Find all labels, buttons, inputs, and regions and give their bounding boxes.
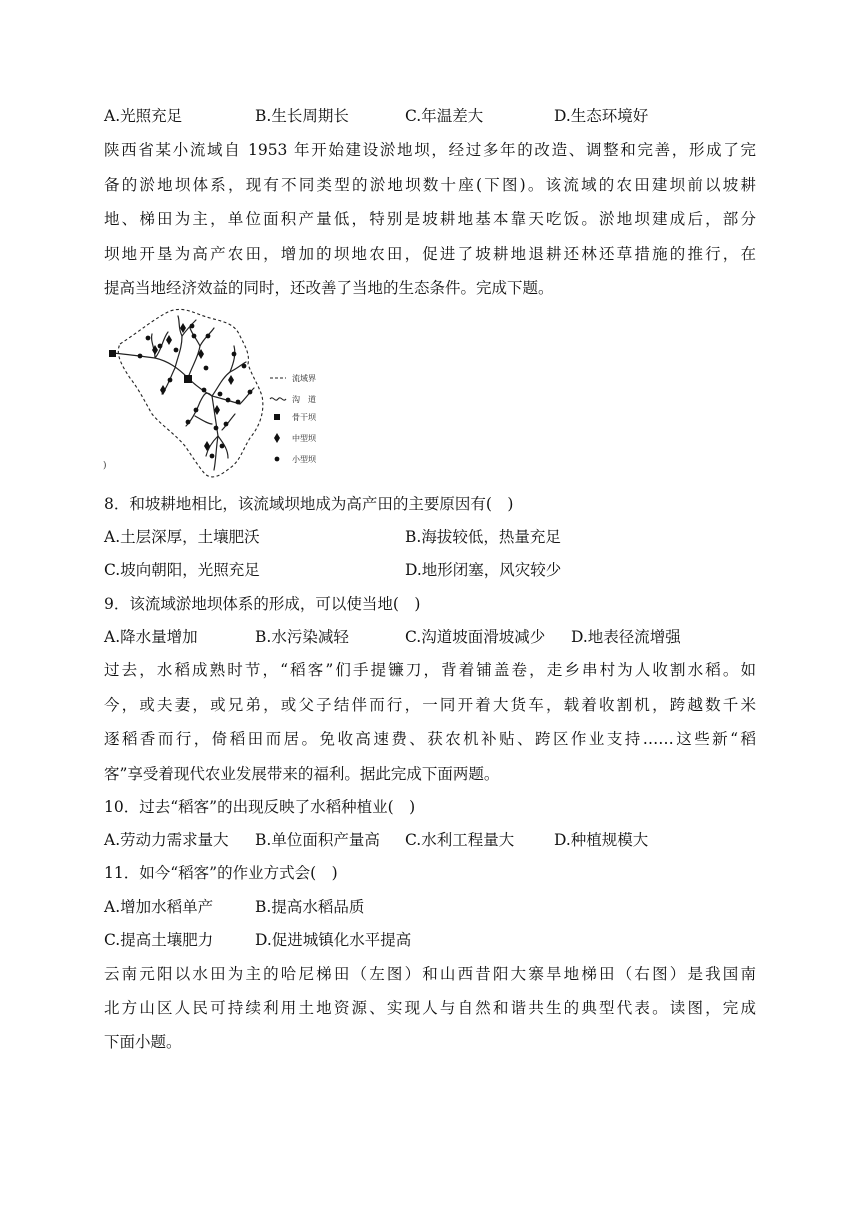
q9-option-b: B.水污染减轻 (255, 628, 349, 646)
q11-option-d: D.促进城镇化水平提高 (255, 931, 412, 949)
map-legend (270, 373, 317, 464)
q8-option-a: A.土层深厚，土壤肥沃 (104, 528, 260, 546)
q10-option-d: D.种植规模大 (554, 831, 649, 849)
passage1-line: 提高当地经济效益的同时，还改善了当地的生态条件。完成下题。 (104, 279, 554, 297)
q7-option-d: D.生态环境好 (554, 107, 649, 125)
passage2-line: 过去，水稻成熟时节，“稻客”们手提镰刀，背着铺盖卷，走乡串村为人收割水稻。如 (104, 661, 756, 679)
q11-option-b: B.提高水稻品质 (255, 898, 365, 916)
figure-corner-mark: ) (103, 461, 107, 471)
legend-backbone-dam-label: 骨干坝 (292, 413, 316, 422)
q9-option-c: C.沟道坡面滑坡减少 (405, 628, 546, 646)
q9-option-a: A.降水量增加 (104, 628, 198, 646)
q8-option-c: C.坡向朝阳，光照充足 (104, 561, 260, 579)
q11-option-a: A.增加水稻单产 (104, 898, 214, 916)
q10-option-b: B.单位面积产量高 (255, 831, 380, 849)
passage3-line: 云南元阳以水田为主的哈尼梯田（左图）和山西昔阳大寨旱地梯田（右图）是我国南 (104, 965, 756, 983)
legend-boundary-label: 流域界 (292, 374, 316, 383)
q10-option-a: A.劳动力需求量大 (104, 831, 229, 849)
channel-network (112, 316, 254, 470)
legend-channel-label: 沟 道 (292, 395, 316, 404)
medium-dam-markers (152, 323, 234, 451)
q7-option-b: B.生长周期长 (255, 107, 349, 125)
backbone-dam-marker (184, 375, 192, 383)
passage1-line: 备的淤地坝体系，现有不同类型的淤地坝数十座(下图)。该流域的农田建坝前以坡耕 (104, 176, 756, 194)
watershed-map-figure (100, 306, 340, 484)
passage1-line: 陕西省某小流域自 1953 年开始建设淤地坝，经过多年的改造、调整和完善，形成了完 (104, 141, 756, 159)
passage3-line: 下面小题。 (104, 1033, 182, 1051)
q8-option-b: B.海拔较低，热量充足 (405, 528, 561, 546)
q10-stem: 10．过去“稻客”的出现反映了水稻种植业( ) (104, 798, 416, 816)
q10-option-c: C.水利工程量大 (405, 831, 515, 849)
q11-stem: 11．如今“稻客”的作业方式会( ) (104, 864, 338, 882)
passage3-line: 北方山区人民可持续利用土地资源、实现人与自然和谐共生的典型代表。读图，完成 (104, 999, 756, 1017)
q8-stem: 8．和坡耕地相比，该流域坝地成为高产田的主要原因有( ) (104, 495, 514, 513)
passage1-line: 坝地开垦为高产农田，增加的坝地农田，促进了坡耕地退耕还林还草措施的推行，在 (104, 245, 756, 263)
q7-option-a: A.光照充足 (104, 107, 183, 125)
q9-stem: 9．该流域淤地坝体系的形成，可以使当地( ) (104, 595, 421, 613)
q7-option-c: C.年温差大 (405, 107, 484, 125)
backbone-dam-marker (109, 350, 116, 357)
q8-option-d: D.地形闭塞，风灾较少 (405, 561, 562, 579)
passage2-line: 逐稻香而行，倚稻田而居。免收高速费、获农机补贴、跨区作业支持……这些新“稻 (104, 730, 756, 748)
passage2-line: 客”享受着现代农业发展带来的福利。据此完成下面两题。 (104, 765, 500, 783)
watershed-boundary (118, 309, 263, 476)
legend-medium-dam-label: 中型坝 (292, 434, 316, 443)
legend-small-dam-label: 小型坝 (292, 455, 316, 464)
small-dam-markers (138, 324, 253, 459)
q9-option-d: D.地表径流增强 (571, 628, 681, 646)
passage1-line: 地、梯田为主，单位面积产量低，特别是坡耕地基本靠天吃饭。淤地坝建成后，部分 (104, 210, 756, 228)
passage2-line: 今，或夫妻，或兄弟，或父子结伴而行，一同开着大货车，载着收割机，跨越数千米 (104, 696, 756, 714)
q11-option-c: C.提高土壤肥力 (104, 931, 214, 949)
